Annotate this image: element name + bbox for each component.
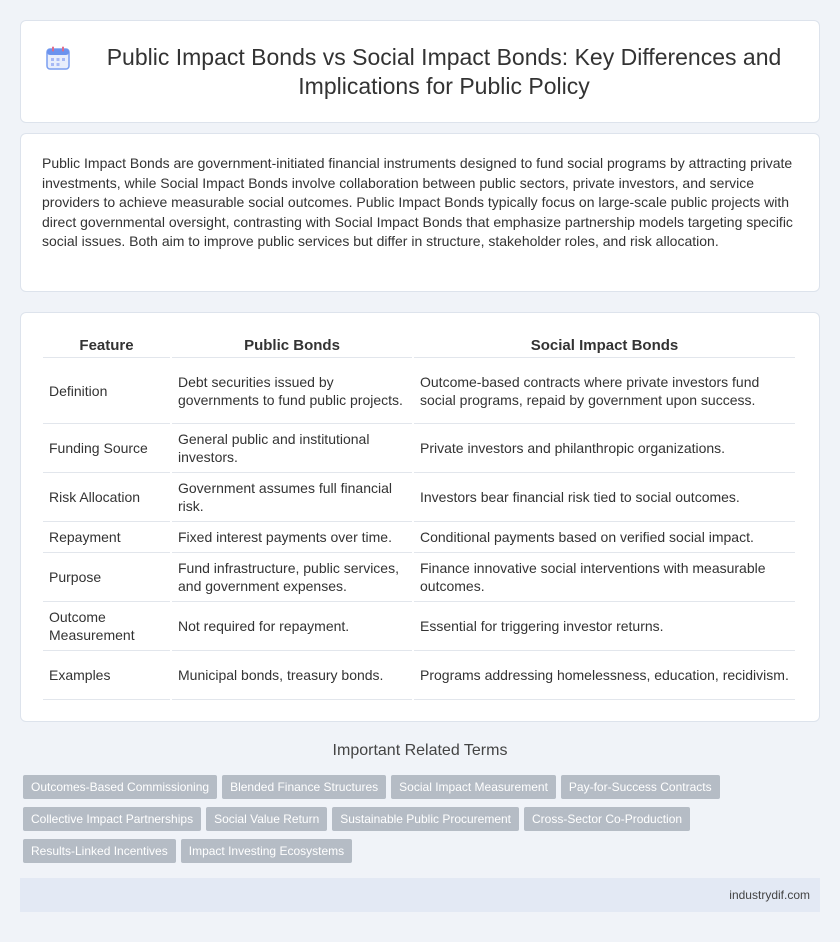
column-header-social-impact-bonds: Social Impact Bonds — [414, 332, 795, 358]
table-row — [43, 473, 795, 522]
social-impact-bonds-cell: Private investors and philanthropic organizations. — [414, 424, 795, 473]
feature-cell: Risk Allocation — [43, 473, 170, 522]
feature-cell: Outcome Measurement — [43, 602, 170, 651]
public-bonds-cell: Municipal bonds, treasury bonds. — [172, 651, 412, 700]
feature-cell: Examples — [43, 651, 170, 700]
intro-paragraph: Public Impact Bonds are government-initiated financial instruments designed to fund social programs by attracting private investments, while Social Impact Bonds involve collaboration between public sectors, private investors, and service providers to achieve measurable social outcomes. Public Impact Bonds typically focus on large-scale public projects with direct governmental oversight, contrasting with Social Impact Bonds that emphasize partnership models targeting specific social issues. Both aim to improve public services but differ in structure, stakeholder roles, and risk allocation. — [42, 155, 793, 250]
table-header-row — [43, 332, 795, 358]
public-bonds-cell: Government assumes full financial risk. — [172, 473, 412, 522]
related-term-tag[interactable]: Pay-for-Success Contracts — [561, 775, 720, 799]
page-title: Public Impact Bonds vs Social Impact Bonds: Key Differences and Implications for Public Policy — [106, 43, 782, 99]
comparison-table-card — [20, 312, 820, 722]
related-term-tag[interactable]: Sustainable Public Procurement — [332, 807, 519, 831]
related-terms-list — [23, 775, 823, 871]
social-impact-bonds-cell: Conditional payments based on verified social impact. — [414, 522, 795, 553]
table-row — [43, 522, 795, 553]
related-term-tag[interactable]: Outcomes-Based Commissioning — [23, 775, 217, 799]
related-term-tag[interactable]: Collective Impact Partnerships — [23, 807, 201, 831]
public-bonds-cell: Debt securities issued by governments to fund public projects. — [172, 358, 412, 424]
table-row — [43, 553, 795, 602]
related-term-tag[interactable]: Social Impact Measurement — [391, 775, 556, 799]
feature-cell: Funding Source — [43, 424, 170, 473]
feature-cell: Definition — [43, 358, 170, 424]
public-bonds-cell: Fund infrastructure, public services, and government expenses. — [172, 553, 412, 602]
table-row — [43, 424, 795, 473]
public-bonds-cell: Fixed interest payments over time. — [172, 522, 412, 553]
table-row — [43, 602, 795, 651]
table-row — [43, 651, 795, 700]
social-impact-bonds-cell: Investors bear financial risk tied to social outcomes. — [414, 473, 795, 522]
column-header-feature: Feature — [43, 332, 170, 358]
table-row — [43, 358, 795, 424]
social-impact-bonds-cell: Finance innovative social interventions with measurable outcomes. — [414, 553, 795, 602]
header-card — [20, 20, 820, 123]
social-impact-bonds-cell: Programs addressing homelessness, education, recidivism. — [414, 651, 795, 700]
feature-cell: Repayment — [43, 522, 170, 553]
related-term-tag[interactable]: Social Value Return — [206, 807, 327, 831]
related-term-tag[interactable]: Impact Investing Ecosystems — [181, 839, 352, 863]
social-impact-bonds-cell: Essential for triggering investor returns. — [414, 602, 795, 651]
related-terms-title: Important Related Terms — [332, 742, 508, 759]
comparison-table — [41, 332, 797, 700]
related-term-tag[interactable]: Results-Linked Incentives — [23, 839, 176, 863]
footer-site-link[interactable]: industrydif.com — [729, 888, 810, 902]
column-header-public-bonds: Public Bonds — [172, 332, 412, 358]
social-impact-bonds-cell: Outcome-based contracts where private investors fund social programs, repaid by government upon success. — [414, 358, 795, 424]
footer — [20, 878, 820, 912]
public-bonds-cell: Not required for repayment. — [172, 602, 412, 651]
calendar-icon — [45, 45, 71, 71]
feature-cell: Purpose — [43, 553, 170, 602]
intro-card — [20, 133, 820, 292]
public-bonds-cell: General public and institutional investors. — [172, 424, 412, 473]
related-term-tag[interactable]: Blended Finance Structures — [222, 775, 386, 799]
related-term-tag[interactable]: Cross-Sector Co-Production — [524, 807, 690, 831]
